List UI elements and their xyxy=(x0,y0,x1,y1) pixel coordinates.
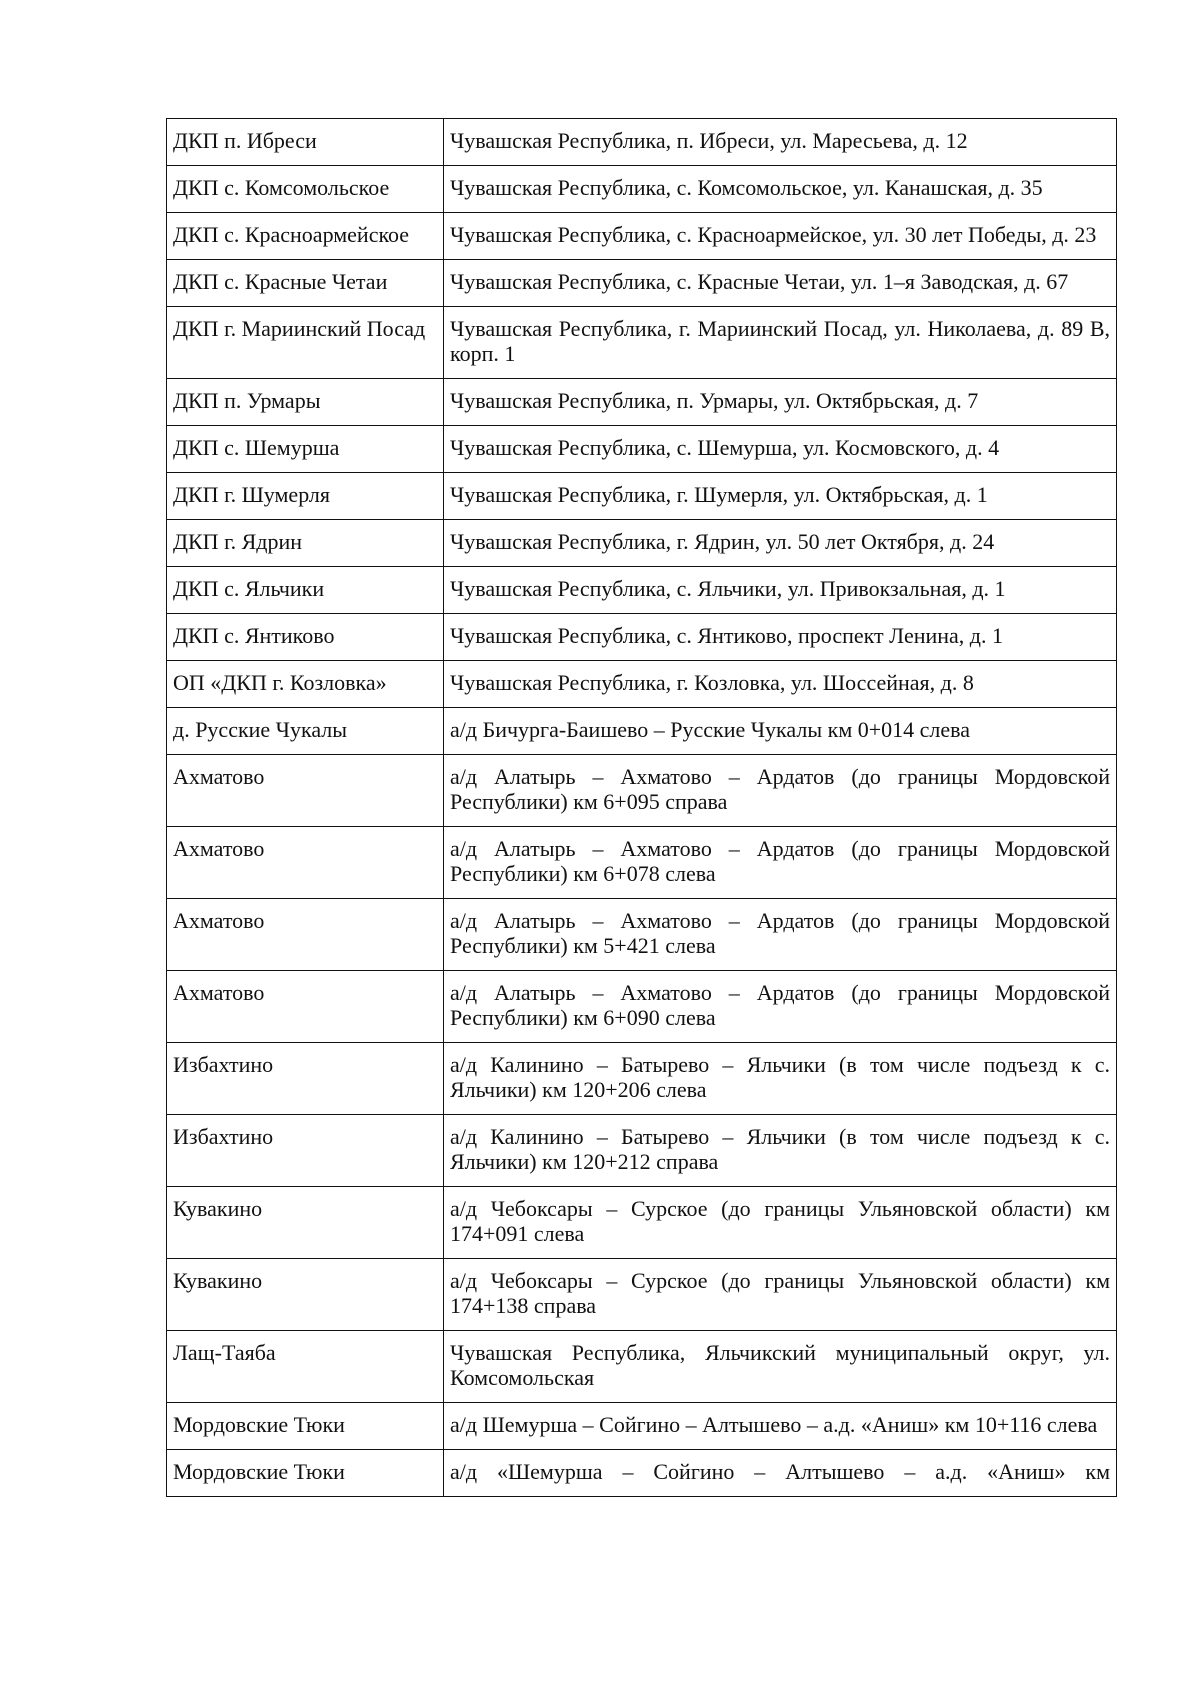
address-cell: Чувашская Республика, г. Козловка, ул. Шоссейная, д. 8 xyxy=(444,661,1117,708)
table-row xyxy=(167,473,1117,520)
location-name-cell: ДКП с. Янтиково xyxy=(167,614,444,661)
table-row xyxy=(167,213,1117,260)
location-name-cell: Ахматово xyxy=(167,755,444,827)
table-row xyxy=(167,827,1117,899)
location-name-cell: Избахтино xyxy=(167,1043,444,1115)
location-name-cell: ДКП п. Урмары xyxy=(167,379,444,426)
table-row xyxy=(167,260,1117,307)
location-name-cell: Лащ-Таяба xyxy=(167,1331,444,1403)
table-row xyxy=(167,1043,1117,1115)
table-row xyxy=(167,379,1117,426)
location-name-cell: Мордовские Тюки xyxy=(167,1450,444,1497)
location-name-cell: ДКП г. Мариинский Посад xyxy=(167,307,444,379)
table-row xyxy=(167,755,1117,827)
location-name-cell: ДКП с. Яльчики xyxy=(167,567,444,614)
address-cell: а/д Алатырь – Ахматово – Ардатов (до границы Мордовской Республики) км 6+095 справа xyxy=(444,755,1117,827)
table-row xyxy=(167,567,1117,614)
address-cell: Чувашская Республика, г. Мариинский Посад, ул. Николаева, д. 89 В, корп. 1 xyxy=(444,307,1117,379)
location-name-cell: Кувакино xyxy=(167,1187,444,1259)
address-cell: а/д Алатырь – Ахматово – Ардатов (до границы Мордовской Республики) км 6+090 слева xyxy=(444,971,1117,1043)
table-row xyxy=(167,1259,1117,1331)
address-cell: Чувашская Республика, п. Урмары, ул. Октябрьская, д. 7 xyxy=(444,379,1117,426)
table-row xyxy=(167,899,1117,971)
address-cell: а/д Чебоксары – Сурское (до границы Ульяновской области) км 174+138 справа xyxy=(444,1259,1117,1331)
table-row xyxy=(167,1450,1117,1497)
address-cell: а/д Калинино – Батырево – Яльчики (в том числе подъезд к с. Яльчики) км 120+212 справа xyxy=(444,1115,1117,1187)
table-row xyxy=(167,426,1117,473)
address-cell: Чувашская Республика, Яльчикский муниципальный округ, ул. Комсомольская xyxy=(444,1331,1117,1403)
location-name-cell: Мордовские Тюки xyxy=(167,1403,444,1450)
location-name-cell: ДКП с. Красноармейское xyxy=(167,213,444,260)
address-cell: Чувашская Республика, с. Шемурша, ул. Космовского, д. 4 xyxy=(444,426,1117,473)
address-cell: Чувашская Республика, с. Комсомольское, ул. Канашская, д. 35 xyxy=(444,166,1117,213)
address-cell: а/д Чебоксары – Сурское (до границы Ульяновской области) км 174+091 слева xyxy=(444,1187,1117,1259)
location-name-cell: ОП «ДКП г. Козловка» xyxy=(167,661,444,708)
address-cell: Чувашская Республика, п. Ибреси, ул. Маресьева, д. 12 xyxy=(444,119,1117,166)
table-row xyxy=(167,661,1117,708)
address-cell: а/д Калинино – Батырево – Яльчики (в том числе подъезд к с. Яльчики) км 120+206 слева xyxy=(444,1043,1117,1115)
table-row xyxy=(167,520,1117,567)
location-name-cell: ДКП с. Комсомольское xyxy=(167,166,444,213)
table-row xyxy=(167,1403,1117,1450)
location-name-cell: ДКП с. Шемурша xyxy=(167,426,444,473)
address-cell: Чувашская Республика, с. Красноармейское, ул. 30 лет Победы, д. 23 xyxy=(444,213,1117,260)
location-name-cell: ДКП г. Ядрин xyxy=(167,520,444,567)
address-cell: Чувашская Республика, г. Ядрин, ул. 50 лет Октября, д. 24 xyxy=(444,520,1117,567)
table-row xyxy=(167,119,1117,166)
location-name-cell: Избахтино xyxy=(167,1115,444,1187)
table-row xyxy=(167,614,1117,661)
location-name-cell: Ахматово xyxy=(167,971,444,1043)
address-cell: а/д Алатырь – Ахматово – Ардатов (до границы Мордовской Республики) км 6+078 слева xyxy=(444,827,1117,899)
table-row xyxy=(167,1187,1117,1259)
address-table xyxy=(166,118,1117,1497)
table-row xyxy=(167,708,1117,755)
table-row xyxy=(167,307,1117,379)
table-row xyxy=(167,1331,1117,1403)
location-name-cell: Ахматово xyxy=(167,899,444,971)
location-name-cell: д. Русские Чукалы xyxy=(167,708,444,755)
address-cell: а/д «Шемурша – Сойгино – Алтышево – а.д. «Аниш» км xyxy=(444,1450,1117,1497)
location-name-cell: ДКП г. Шумерля xyxy=(167,473,444,520)
location-name-cell: ДКП п. Ибреси xyxy=(167,119,444,166)
location-name-cell: ДКП с. Красные Четаи xyxy=(167,260,444,307)
table-row xyxy=(167,166,1117,213)
address-cell: Чувашская Республика, с. Яльчики, ул. Привокзальная, д. 1 xyxy=(444,567,1117,614)
location-name-cell: Кувакино xyxy=(167,1259,444,1331)
table-row xyxy=(167,1115,1117,1187)
address-cell: Чувашская Республика, с. Красные Четаи, ул. 1–я Заводская, д. 67 xyxy=(444,260,1117,307)
address-cell: Чувашская Республика, с. Янтиково, проспект Ленина, д. 1 xyxy=(444,614,1117,661)
address-cell: а/д Шемурша – Сойгино – Алтышево – а.д. «Аниш» км 10+116 слева xyxy=(444,1403,1117,1450)
table-row xyxy=(167,971,1117,1043)
address-cell: Чувашская Республика, г. Шумерля, ул. Октябрьская, д. 1 xyxy=(444,473,1117,520)
location-name-cell: Ахматово xyxy=(167,827,444,899)
address-cell: а/д Алатырь – Ахматово – Ардатов (до границы Мордовской Республики) км 5+421 слева xyxy=(444,899,1117,971)
address-cell: а/д Бичурга-Баишево – Русские Чукалы км 0+014 слева xyxy=(444,708,1117,755)
